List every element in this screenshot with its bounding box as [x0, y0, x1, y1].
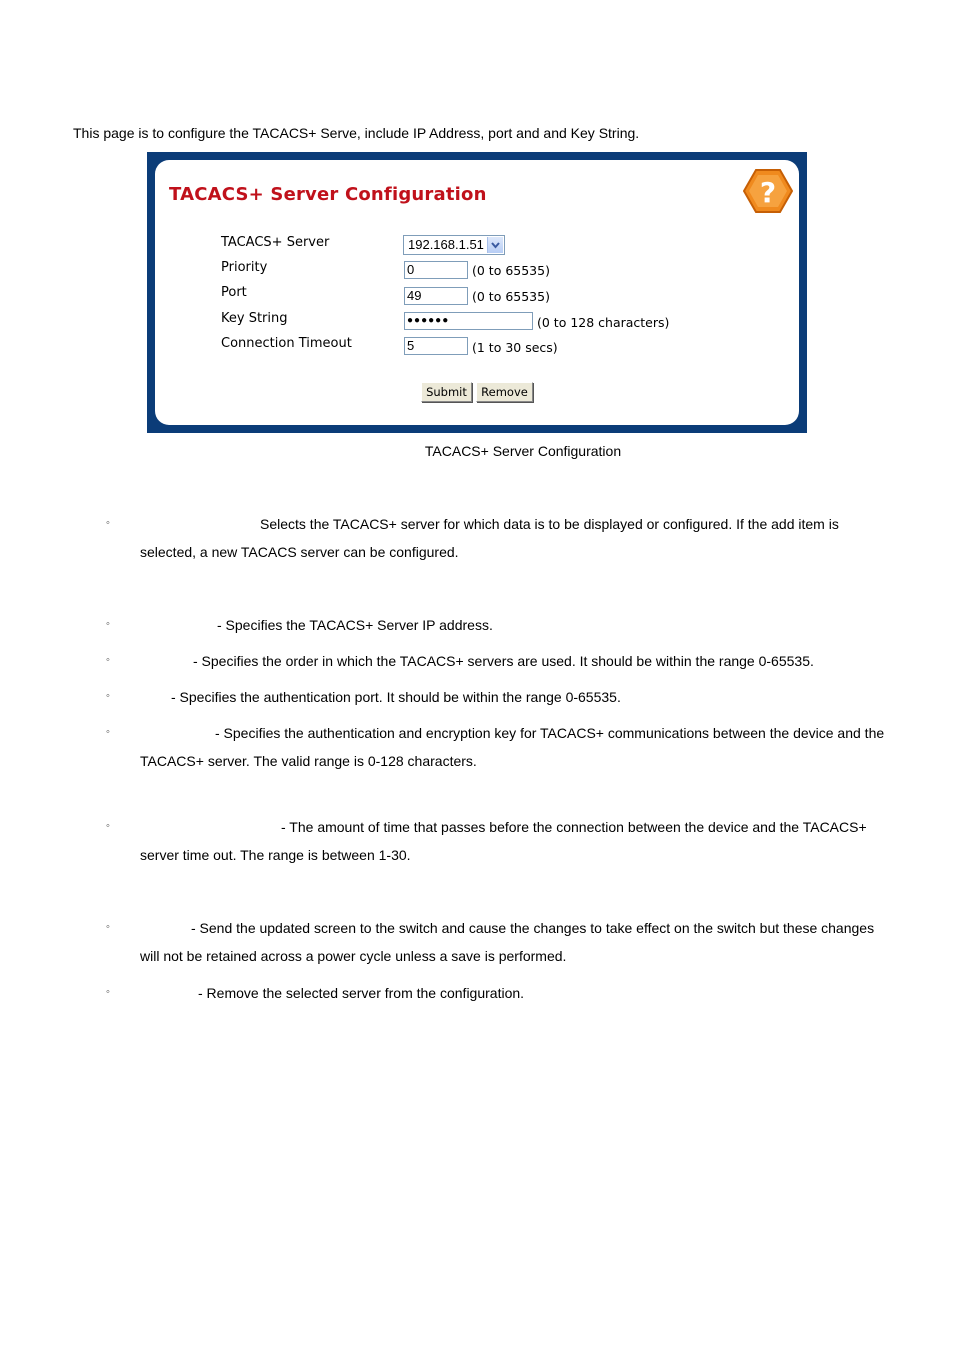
desc-connection-timeout: - The amount of time that passes before the connection between the device and the TACACS+ server time out. The range is between 1-30.: [140, 819, 867, 863]
key-string-hint: (0 to 128 characters): [537, 315, 670, 330]
list-bullet: ◦: [106, 820, 110, 832]
connection-timeout-hint: (1 to 30 secs): [472, 340, 558, 355]
port-input[interactable]: 49: [404, 287, 468, 305]
list-bullet: ◦: [106, 726, 110, 738]
desc-ip-address: - Specifies the TACACS+ Server IP address.: [217, 617, 493, 633]
tacacs-server-value: 192.168.1.51: [408, 237, 484, 252]
list-bullet: ◦: [106, 921, 110, 933]
priority-input[interactable]: 0: [404, 261, 468, 279]
list-bullet: ◦: [106, 690, 110, 702]
tacacs-server-label: TACACS+ Server: [221, 235, 330, 250]
desc-tacacs-server: Selects the TACACS+ server for which data is to be displayed or configured. If the add item is selected, a new TACACS server can be configured.: [140, 516, 839, 560]
desc-priority: - Specifies the order in which the TACACS+ servers are used. It should be within the range 0-65535.: [193, 653, 814, 669]
connection-timeout-label: Connection Timeout: [221, 336, 352, 351]
desc-port: - Specifies the authentication port. It should be within the range 0-65535.: [171, 689, 621, 705]
list-bullet: ◦: [106, 654, 110, 666]
list-bullet: ◦: [106, 986, 110, 998]
chevron-down-icon[interactable]: [487, 237, 503, 253]
question-mark-icon[interactable]: [743, 168, 793, 214]
priority-label: Priority: [221, 260, 268, 275]
desc-remove: - Remove the selected server from the configuration.: [198, 985, 525, 1001]
figure-caption: TACACS+ Server Configuration: [424, 443, 622, 459]
desc-key-string: - Specifies the authentication and encryption key for TACACS+ communications between the device and the TACACS+ server. The valid range is 0-128 characters.: [140, 725, 885, 769]
remove-button[interactable]: Remove: [476, 382, 533, 402]
connection-timeout-input[interactable]: 5: [404, 337, 468, 355]
intro-text: This page is to configure the TACACS+ Serve, include IP Address, port and and Key String.: [73, 125, 640, 141]
list-bullet: ◦: [106, 517, 110, 529]
key-string-input[interactable]: ●●●●●●: [404, 312, 533, 330]
tacacs-config-panel: [147, 152, 807, 433]
svg-text:?: ?: [759, 176, 777, 209]
tacacs-server-select[interactable]: [403, 235, 505, 255]
submit-button[interactable]: Submit: [421, 382, 472, 402]
port-label: Port: [221, 285, 247, 300]
key-string-label: Key String: [221, 311, 288, 326]
desc-submit: - Send the updated screen to the switch and cause the changes to take effect on the switch but these changes will not be retained across a power cycle unless a save is performed.: [140, 920, 875, 964]
panel-title: TACACS+ Server Configuration: [169, 184, 487, 205]
list-bullet: ◦: [106, 618, 110, 630]
panel-content: [155, 160, 799, 425]
priority-hint: (0 to 65535): [472, 263, 550, 278]
port-hint: (0 to 65535): [472, 289, 550, 304]
